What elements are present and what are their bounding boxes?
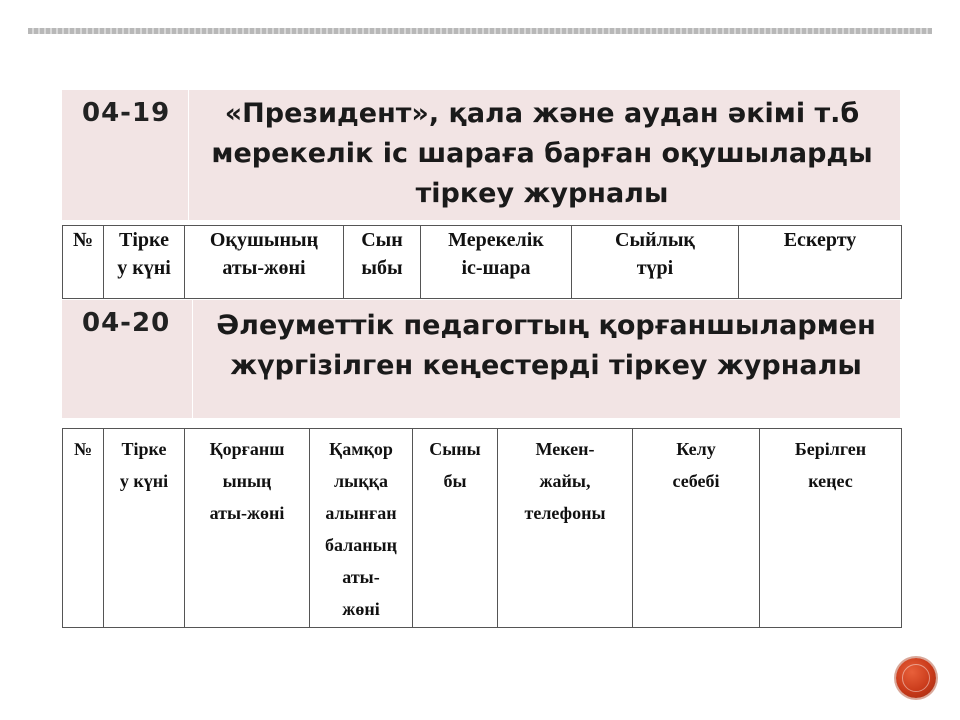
column-header: Сыны бы bbox=[413, 429, 498, 628]
section-title bbox=[192, 94, 892, 214]
journal-table-04-20 bbox=[62, 428, 902, 628]
column-header: Келу себебі bbox=[633, 429, 760, 628]
column-header: Сын ыбы bbox=[344, 226, 421, 299]
title-line: жүргізілген кеңестерді тіркеу журналы bbox=[230, 350, 862, 381]
circle-nav-icon[interactable] bbox=[896, 658, 936, 698]
column-header: Мекен- жайы, телефоны bbox=[498, 429, 633, 628]
section-code: 04-19 bbox=[82, 98, 171, 128]
title-line: тіркеу журналы bbox=[415, 178, 669, 209]
column-header: № bbox=[63, 226, 104, 299]
title-line: мерекелік іс шараға барған оқушыларды bbox=[211, 138, 873, 169]
section-04-20-header bbox=[62, 300, 900, 418]
table-header-row bbox=[63, 226, 902, 299]
decorative-top-bar bbox=[28, 28, 932, 34]
column-header: Тірке у күні bbox=[104, 226, 185, 299]
column-header: Тірке у күні bbox=[104, 429, 185, 628]
title-line: Әлеуметтік педагогтың қорғаншылармен bbox=[216, 310, 876, 341]
column-header: Сыйлық түрі bbox=[572, 226, 739, 299]
column-header: Қамқор лыққа алынған баланың аты- жөні bbox=[310, 429, 413, 628]
title-line: «Президент», қала және аудан әкімі т.б bbox=[224, 98, 860, 129]
section-04-19-header bbox=[62, 90, 900, 220]
column-header: Қорғанш ының аты-жөні bbox=[185, 429, 310, 628]
column-header: № bbox=[63, 429, 104, 628]
column-header: Ескерту bbox=[739, 226, 902, 299]
table-header-row bbox=[63, 429, 902, 628]
column-header: Оқушының аты-жөні bbox=[185, 226, 344, 299]
column-header: Мерекелік іс-шара bbox=[421, 226, 572, 299]
section-title bbox=[196, 306, 896, 386]
section-code: 04-20 bbox=[82, 308, 171, 338]
column-header: Берілген кеңес bbox=[760, 429, 902, 628]
journal-table-04-19 bbox=[62, 225, 902, 299]
